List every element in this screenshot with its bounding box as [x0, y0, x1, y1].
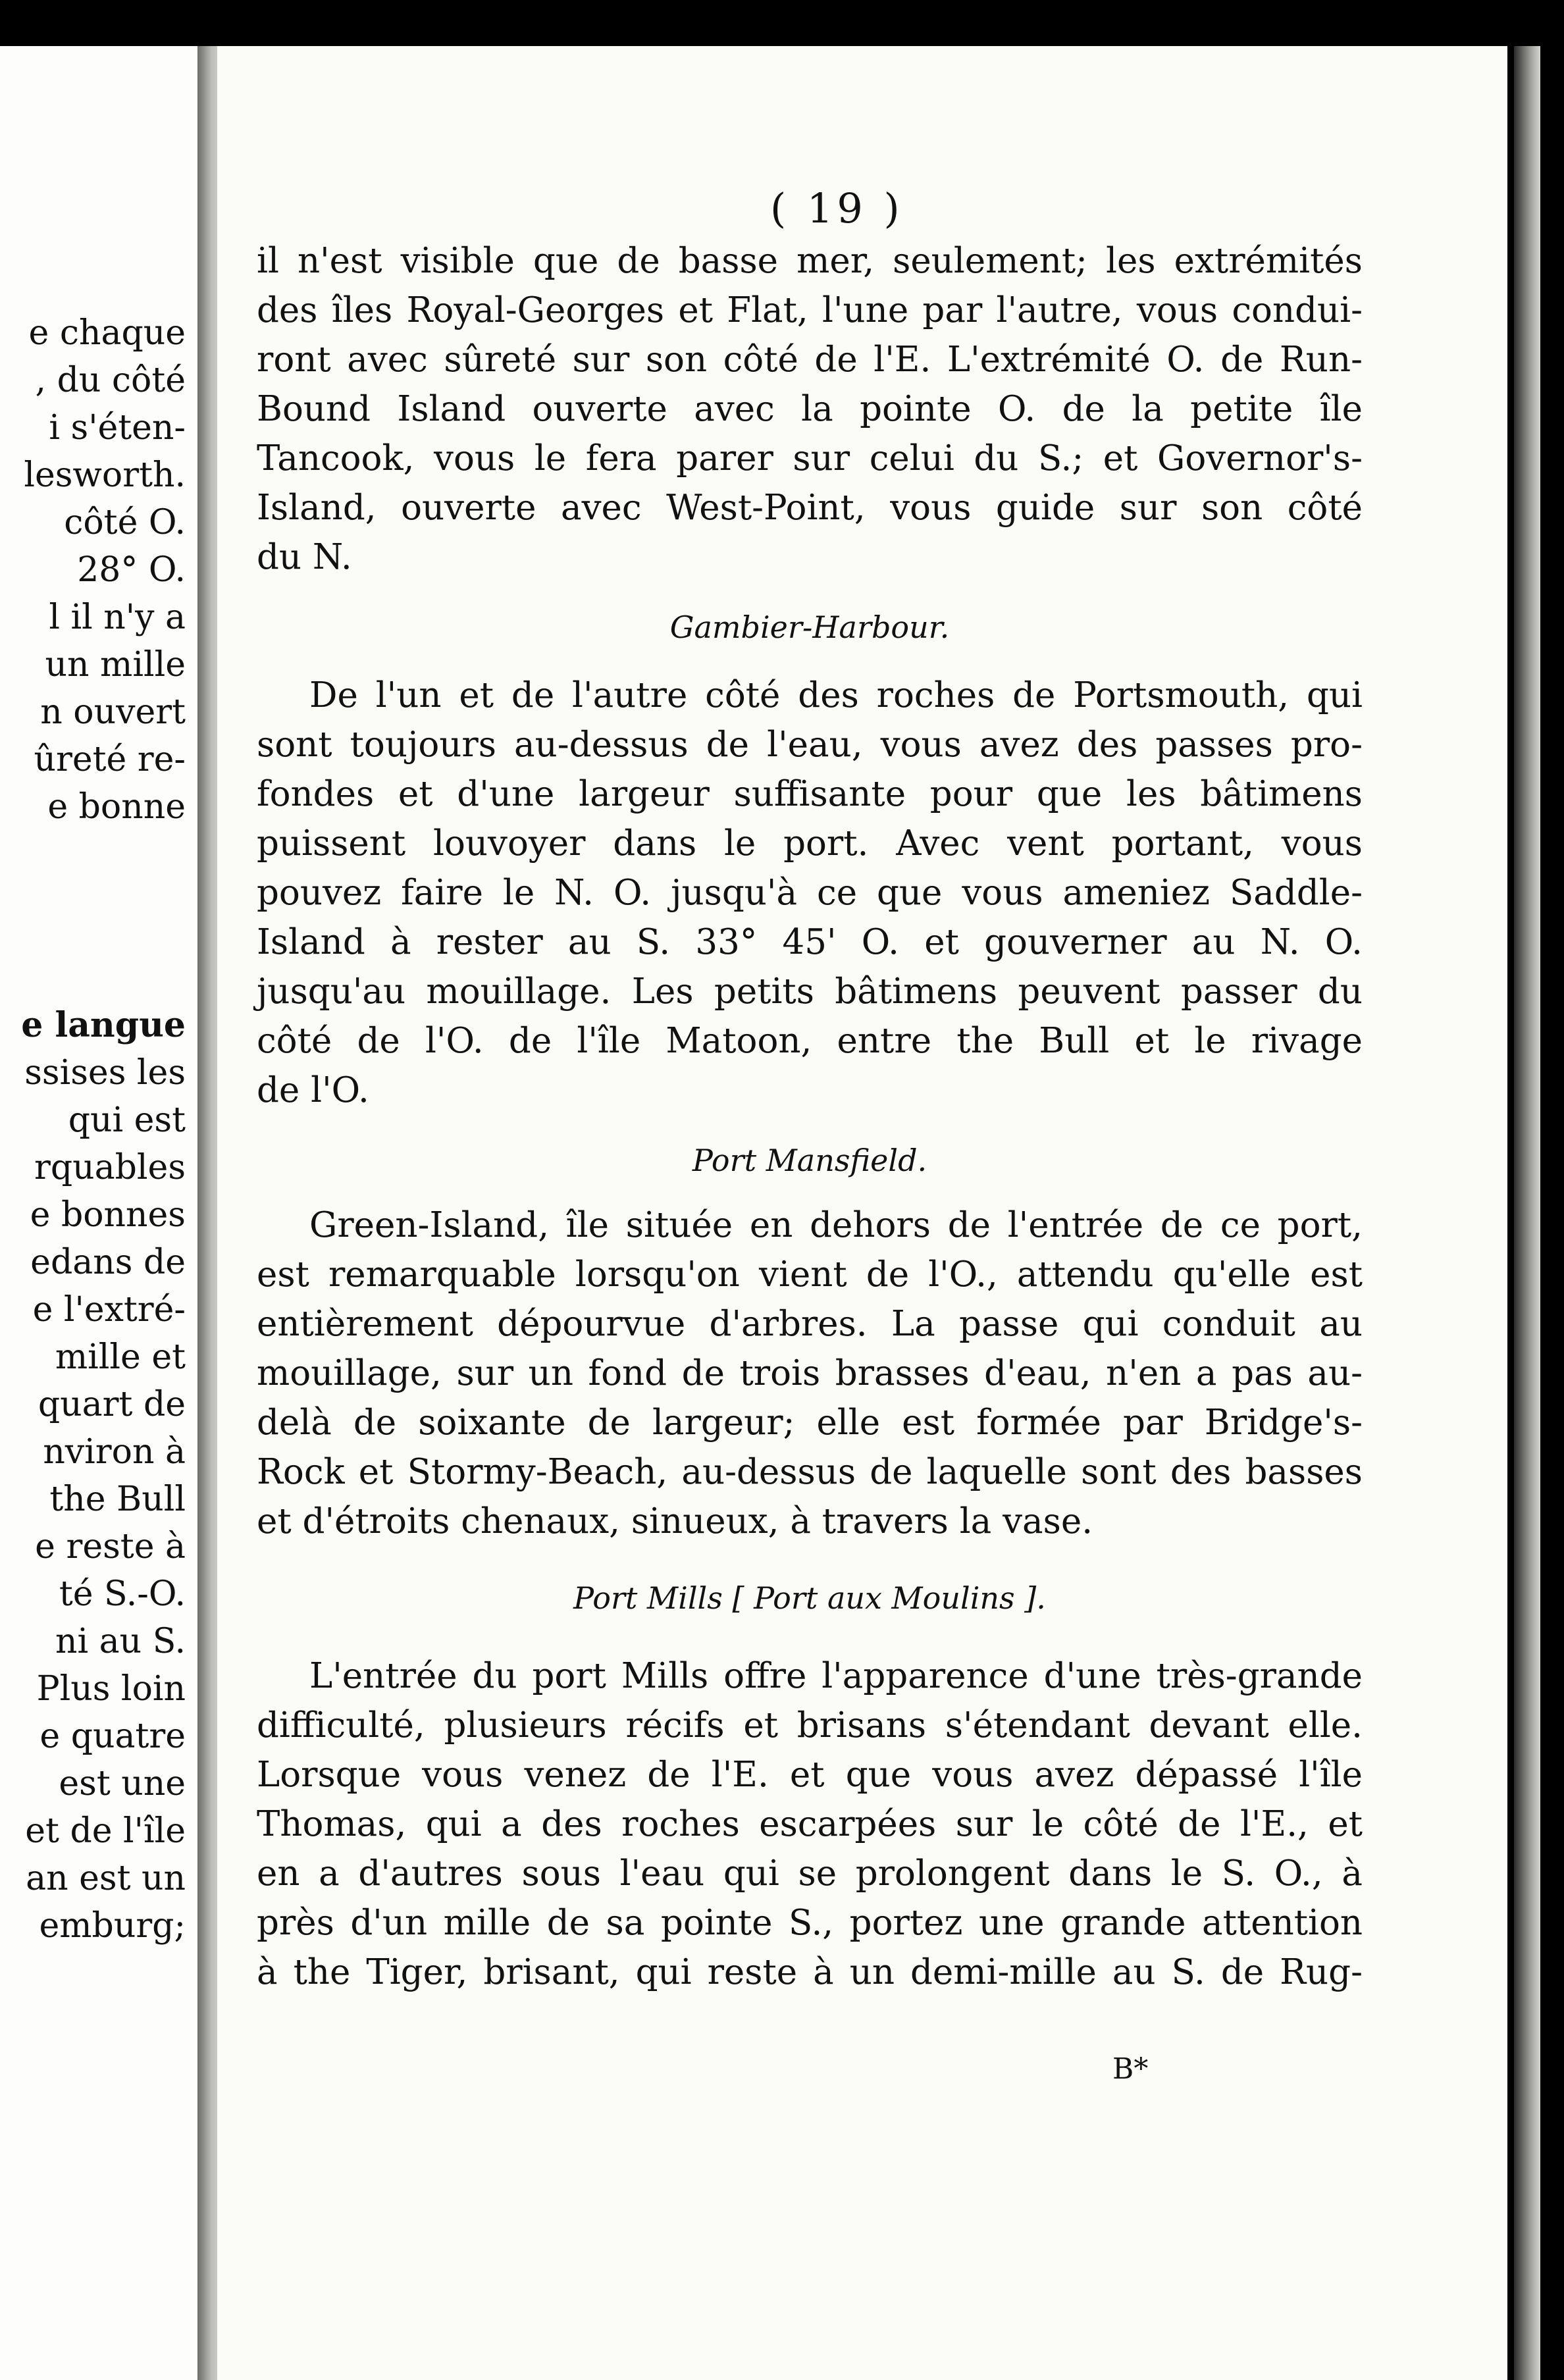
- text-line: Tancook, vous le fera parer sur celui du S.; et Governor's-: [257, 438, 1363, 479]
- left-fragment-line: 28° O.: [77, 550, 186, 590]
- text-line: delà de soixante de largeur; elle est formée par Bridge's-: [257, 1403, 1363, 1443]
- left-fragment-line: an est un: [26, 1859, 186, 1898]
- text-line: près d'un mille de sa pointe S., portez une grande attention: [257, 1903, 1363, 1943]
- left-fragment-line: Plus loin: [36, 1669, 186, 1709]
- left-fragment-line: lesworth.: [24, 455, 186, 495]
- text-line: à the Tiger, brisant, qui reste à un demi-mille au S. de Rug-: [257, 1952, 1363, 1992]
- left-fragment-line: ni au S.: [55, 1622, 186, 1661]
- page-edge-shadow: [1514, 46, 1540, 2380]
- left-fragment-line: e bonne: [47, 787, 186, 827]
- text-line: Island, ouverte avec West-Point, vous guide sur son côté: [257, 488, 1363, 528]
- left-fragment-line: n ouvert: [40, 692, 186, 732]
- left-fragment-line: quart de: [38, 1385, 186, 1424]
- left-fragment-line: ûreté re-: [34, 740, 186, 779]
- left-fragment-line: e bonnes: [30, 1195, 186, 1235]
- left-fragment-line: rquables: [34, 1148, 186, 1187]
- section-heading: Port Mansfield.: [692, 1143, 927, 1178]
- left-fragment-line: et de l'île: [25, 1811, 186, 1851]
- text-line: Island à rester au S. 33° 45' O. et gouverner au N. O.: [257, 922, 1363, 962]
- left-fragment-line: l il n'y a: [49, 598, 186, 637]
- text-line: entièrement dépourvue d'arbres. La passe qui conduit au: [257, 1304, 1363, 1344]
- left-fragment-line: the Bull: [49, 1480, 186, 1519]
- text-line: jusqu'au mouillage. Les petits bâtimens peuvent passer du: [257, 971, 1363, 1012]
- text-line: en a d'autres sous l'eau qui se prolongent dans le S. O., à: [257, 1853, 1363, 1894]
- left-fragment-line: e l'extré-: [32, 1290, 186, 1330]
- left-fragment-line: , du côté: [35, 361, 186, 400]
- left-fragment-line: edans de: [30, 1243, 186, 1282]
- left-fragment-line: i s'éten-: [49, 408, 186, 448]
- left-fragment-line: qui est: [68, 1100, 186, 1140]
- text-line: De l'un et de l'autre côté des roches de Portsmouth, qui: [309, 675, 1363, 715]
- left-fragment-line: un mille: [45, 645, 186, 685]
- text-line: de l'O.: [257, 1070, 369, 1110]
- text-line: et d'étroits chenaux, sinueux, à travers la vase.: [257, 1501, 1093, 1541]
- left-fragment-line: est une: [59, 1764, 186, 1803]
- left-fragment-line: e quatre: [39, 1717, 186, 1756]
- text-line: ront avec sûreté sur son côté de l'E. L'extrémité O. de Run-: [257, 340, 1363, 380]
- text-line: L'entrée du port Mills offre l'apparence d'une très-grande: [309, 1656, 1363, 1696]
- text-line: des îles Royal-Georges et Flat, l'une par l'autre, vous condui-: [257, 290, 1363, 330]
- text-line: mouillage, sur un fond de trois brasses d'eau, n'en a pas au-: [257, 1353, 1363, 1393]
- text-line: du N.: [257, 537, 352, 577]
- signature-mark: B*: [1112, 2052, 1149, 2086]
- left-fragment-line: ssises les: [24, 1053, 186, 1093]
- text-line: pouvez faire le N. O. jusqu'à ce que vous ameniez Saddle-: [257, 873, 1363, 913]
- text-line: sont toujours au-dessus de l'eau, vous avez des passes pro-: [257, 725, 1363, 765]
- text-line: côté de l'O. de l'île Matoon, entre the Bull et le rivage: [257, 1021, 1363, 1061]
- left-fragment-line: emburg;: [39, 1906, 186, 1946]
- left-fragment-line: té S.-O.: [59, 1574, 186, 1614]
- left-fragment-line: e chaque: [28, 313, 186, 353]
- section-heading: Port Mills [ Port aux Moulins ].: [573, 1580, 1046, 1616]
- text-line: Thomas, qui a des roches escarpées sur le côté de l'E., et: [257, 1804, 1363, 1844]
- text-line: puissent louvoyer dans le port. Avec vent portant, vous: [257, 823, 1363, 864]
- text-line: Green-Island, île située en dehors de l'entrée de ce port,: [309, 1205, 1363, 1245]
- text-line: difficulté, plusieurs récifs et brisans s'étendant devant elle.: [257, 1705, 1363, 1746]
- text-line: Lorsque vous venez de l'E. et que vous avez dépassé l'île: [257, 1755, 1363, 1795]
- left-fragment-line: e langue: [21, 1005, 186, 1045]
- left-fragment-line: côté O.: [64, 503, 186, 542]
- section-heading: Gambier-Harbour.: [669, 609, 950, 645]
- left-fragment-line: e reste à: [35, 1527, 186, 1566]
- left-page-fragment: [0, 46, 197, 2380]
- text-line: Bound Island ouverte avec la pointe O. de la petite île: [257, 389, 1363, 429]
- page-number: ( 19 ): [770, 184, 904, 232]
- text-line: est remarquable lorsqu'on vient de l'O., attendu qu'elle est: [257, 1255, 1363, 1295]
- left-fragment-line: mille et: [55, 1337, 186, 1377]
- left-fragment-line: nviron à: [43, 1432, 186, 1472]
- text-line: il n'est visible que de basse mer, seulement; les extrémités: [257, 241, 1363, 281]
- text-line: fondes et d'une largeur suffisante pour que les bâtimens: [257, 774, 1363, 814]
- text-line: Rock et Stormy-Beach, au-dessus de laquelle sont des basses: [257, 1452, 1363, 1492]
